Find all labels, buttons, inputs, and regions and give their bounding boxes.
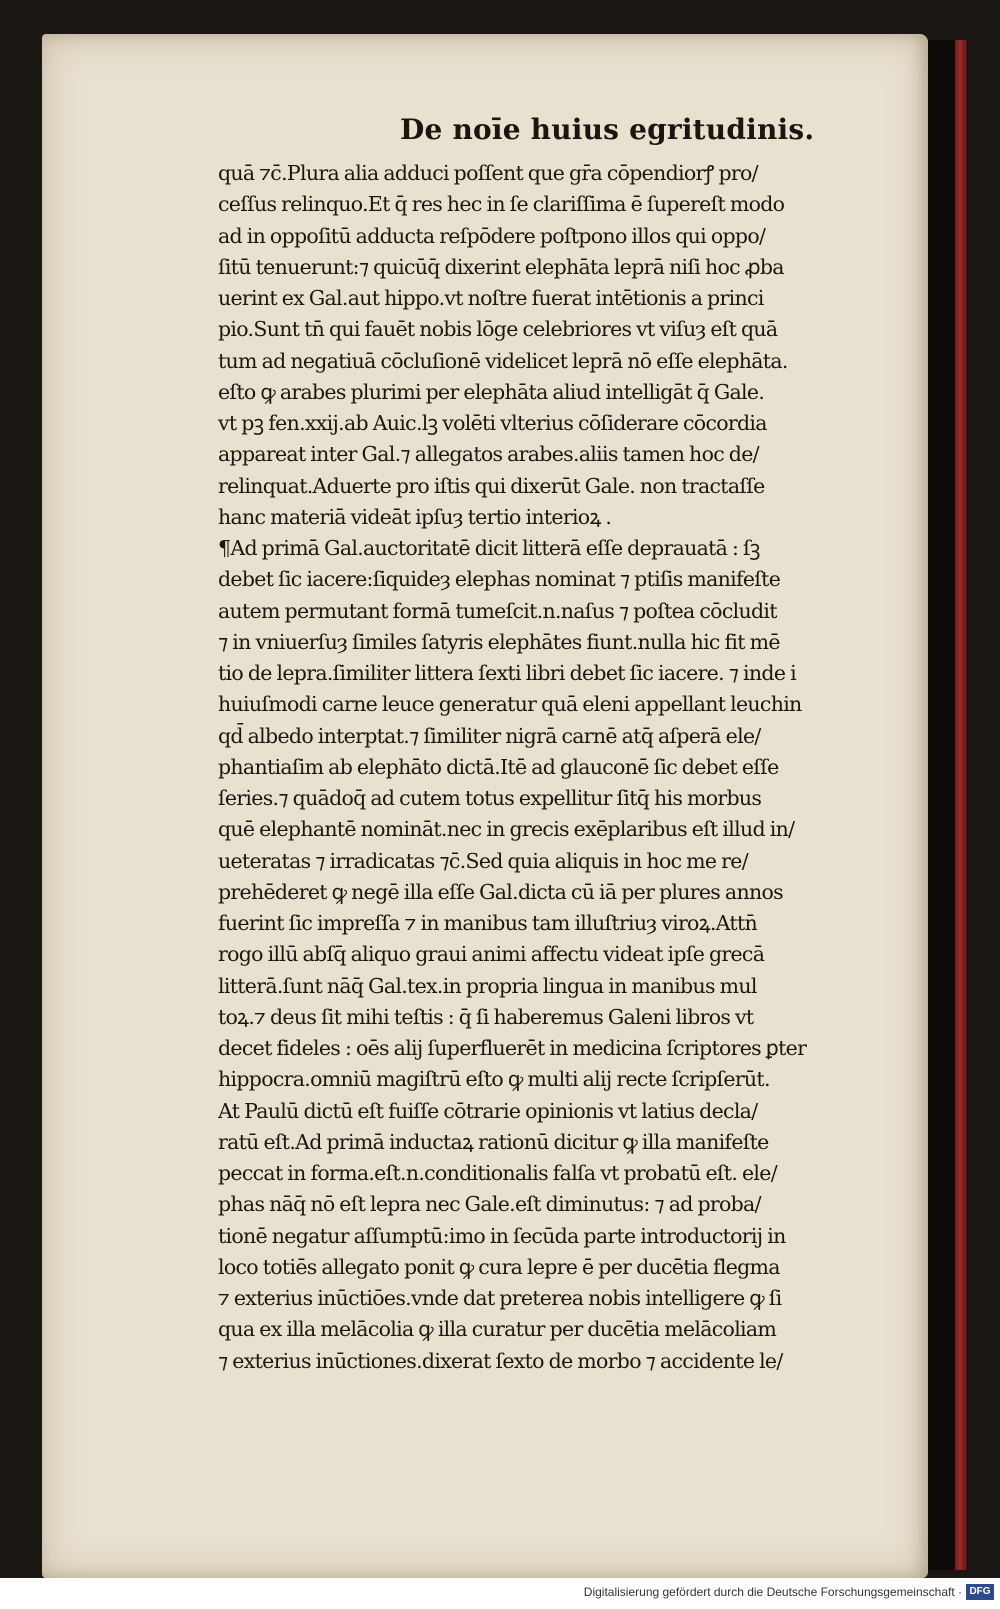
text-line: pio.Sunt tn̄ qui fauēt nobis lōge celebriores vt viſuȝ eſt quā — [218, 317, 778, 342]
text-line: ratū eſt.Ad primā inductaꝝ rationū dicitur ꝙ illa manifeſte — [218, 1129, 769, 1154]
text-line: peccat in forma.eſt.n.conditionalis falſa vt probatū eſt. ele/ — [218, 1161, 777, 1185]
text-line: autem permutant formā tumeſcit.n.naſus ⁊ poſtea cōcludit — [218, 598, 777, 623]
text-line: ueteratas ⁊ irradicatas ⁊c̄.Sed quia aliquis in hoc me re/ — [218, 848, 748, 873]
text-line: ⁊ exterius inūctiones.dixerat ſexto de morbo ⁊ accidente le/ — [218, 1348, 783, 1373]
text-line: quā ⁊c̄.Plura alia adduci poſſent que gr̄a cōpendiorꝭ pro/ — [218, 161, 758, 185]
text-line: phas nāq̄ nō eſt lepra nec Gale.eſt diminutus: ⁊ ad proba/ — [218, 1192, 761, 1217]
text-line: huiuſmodi carne leuce generatur quā eleni appellant leuchin — [218, 692, 802, 717]
text-line: ſitū tenuerunt:⁊ quicūq̄ dixerint elephāta leprā niſi hoc ꝓba — [218, 254, 784, 279]
text-line: prehēderet ꝙ negē illa eſſe Gal.dicta cū iā per plures annos — [218, 879, 783, 904]
text-line: hanc materiā videāt ipſuȝ tertio interioꝝ . — [218, 504, 612, 529]
text-line: tum ad negatiuā cōcluſionē videlicet leprā nō eſſe elephāta. — [218, 348, 788, 373]
text-line: fuerint ſic impreſſa ⁊ in manibus tam illuſtriuȝ viroꝝ.Attn̄ — [218, 911, 757, 935]
text-line: vt pꝫ fen.xxij.ab Auic.lꝫ volēti vlterius cōſiderare cōcordia — [218, 411, 767, 435]
text-line: uerint ex Gal.aut hippo.vt noſtre fuerat intētionis a princi — [218, 286, 764, 310]
text-line: phantiaſim ab elephāto dictā.Itē ad glauconē ſic debet eſſe — [218, 754, 779, 779]
text-line: appareat inter Gal.⁊ allegatos arabes.aliis tamen hoc de/ — [218, 442, 759, 467]
text-line: At Paulū dictū eſt fuiſſe cōtrarie opinionis vt latius decla/ — [218, 1098, 758, 1123]
running-head: De noīe huius egritudinis. — [400, 113, 815, 146]
text-line: tio de lepra.ſimiliter littera ſexti libri debet ſic iacere. ⁊ inde i — [218, 661, 796, 685]
text-line: hippocra.omniū magiſtrū eſto ꝙ multi alij recte ſcripſerūt. — [218, 1067, 770, 1092]
text-block — [218, 158, 908, 1377]
text-line: qua ex illa melācolia ꝙ illa curatur per ducētia melācoliam — [218, 1317, 777, 1342]
text-line: ſeries.⁊ quādoq̄ ad cutem totus expellitur ſitq̄ his morbus — [218, 786, 762, 810]
text-line: tionē negatur aſſumptū:imo in ſecūda parte introductorij in — [218, 1223, 786, 1248]
text-line: qd̄ albedo interptat.⁊ ſimiliter nigrā carnē atq̄ aſperā ele/ — [218, 723, 761, 748]
text-line: ceſſus relinquo.Et q̄ res hec in ſe clariſſima ē ſupereſt modo — [218, 192, 785, 217]
text-line: ad in oppoſitū adducta reſpōdere poſtpono illos qui oppo/ — [218, 223, 766, 248]
text-line: rogo illū abſq̄ aliquo graui animi affectu videat ipſe grecā — [218, 942, 765, 967]
funding-credit: Digitalisierung gefördert durch die Deutsche Forschungsgemeinschaft · — [583, 1585, 962, 1599]
text-line: debet ſic iacere:ſiquideȝ elephas nominat ⁊ ptiſis manifeſte — [218, 567, 781, 592]
text-line: decet fideles : oēs alij ſuperfluerēt in medicina ſcriptores ꝑter — [218, 1036, 807, 1060]
text-line: ¶Ad primā Gal.auctoritatē dicit litterā eſſe deprauatā : ſꝫ — [218, 536, 760, 560]
text-line: quē elephantē nomināt.nec in grecis exēplaribus eſt illud in/ — [218, 817, 795, 842]
text-line: ⁊ in vniuerſuȝ ſimiles ſatyris elephātes fiunt.nulla hic fit mē — [218, 629, 780, 654]
text-line: relinquat.Aduerte pro iſtis qui dixerūt Gale. non tractaſſe — [218, 473, 765, 498]
text-line: toꝝ.⁊ deus ſit mihi teſtis : q̄ ſi haberemus Galeni libros vt — [218, 1004, 754, 1029]
text-line: litterā.ſunt nāq̄ Gal.tex.in propria lingua in manibus mul — [218, 973, 757, 998]
text-line: loco totiēs allegato ponit ꝙ cura lepre ē per ducētia flegma — [218, 1254, 780, 1279]
dfg-logo: DFG — [966, 1584, 994, 1600]
text-line: ⁊ exterius inūctiōes.vnde dat preterea nobis intelligere ꝙ ſi — [218, 1286, 782, 1310]
footer-bar — [0, 1578, 1000, 1609]
text-line: eſto ꝙ arabes plurimi per elephāta aliud intelligāt q̄ Gale. — [218, 379, 765, 404]
red-edge-strip — [955, 40, 967, 1570]
